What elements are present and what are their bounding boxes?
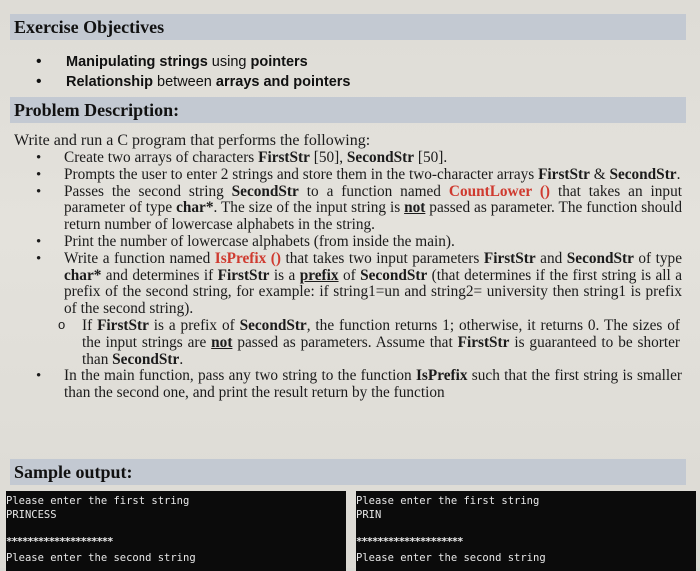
objective-item: • Manipulating strings using pointers — [30, 54, 350, 74]
objectives-list — [30, 54, 350, 94]
task-item: • Write a function named IsPrefix () that takes two input parameters FirstStr and SecondStr of type char* and determines if FirstStr is a prefix of SecondStr (that determines if the first string is all a prefix of the second string, for example: if string1=un and string2= university then string1 is prefix of the second string). — [30, 251, 682, 318]
objective-item: • Relationship between arrays and pointers — [30, 74, 350, 94]
console-separator: ******************** — [356, 536, 463, 548]
console-line: Please enter the second string — [356, 552, 546, 564]
task-item: • Passes the second string SecondStr to a function named CountLower () that takes an input parameter of type char*. The size of the input string is not passed as parameter. The function should return number of lowercase alphabets in the string. — [30, 184, 682, 234]
problem-heading-bar — [10, 97, 686, 123]
task-subitem: o If FirstStr is a prefix of SecondStr, the function returns 1; otherwise, it returns 0. The sizes of the input strings are not passed as parameters. Assume that FirstStr is guaranteed to be shorter than SecondStr. — [30, 318, 682, 368]
sample-heading-bar — [10, 459, 686, 485]
console-right — [356, 491, 696, 571]
problem-intro: Write and run a C program that performs the following: — [14, 132, 371, 149]
console-line: Please enter the second string — [6, 552, 196, 564]
task-list — [30, 150, 682, 402]
task-item: • Create two arrays of characters FirstStr [50], SecondStr [50]. — [30, 150, 682, 167]
console-separator: ******************** — [6, 536, 113, 548]
task-item: • Print the number of lowercase alphabets (from inside the main). — [30, 234, 682, 251]
task-item: • Prompts the user to enter 2 strings and store them in the two-character arrays FirstStr & SecondStr. — [30, 167, 682, 184]
console-line: PRINCESS — [6, 509, 57, 521]
objectives-heading-bar — [10, 14, 686, 40]
problem-heading: Problem Description: — [14, 100, 180, 120]
objectives-heading: Exercise Objectives — [14, 17, 165, 37]
console-line: PRIN — [356, 509, 382, 521]
console-line: Please enter the first string — [6, 495, 190, 507]
sample-heading: Sample output: — [14, 462, 133, 482]
console-left — [6, 491, 346, 571]
task-item: • In the main function, pass any two string to the function IsPrefix such that the first string is smaller than the second one, and print the result return by the function — [30, 368, 682, 402]
console-line: Please enter the first string — [356, 495, 540, 507]
